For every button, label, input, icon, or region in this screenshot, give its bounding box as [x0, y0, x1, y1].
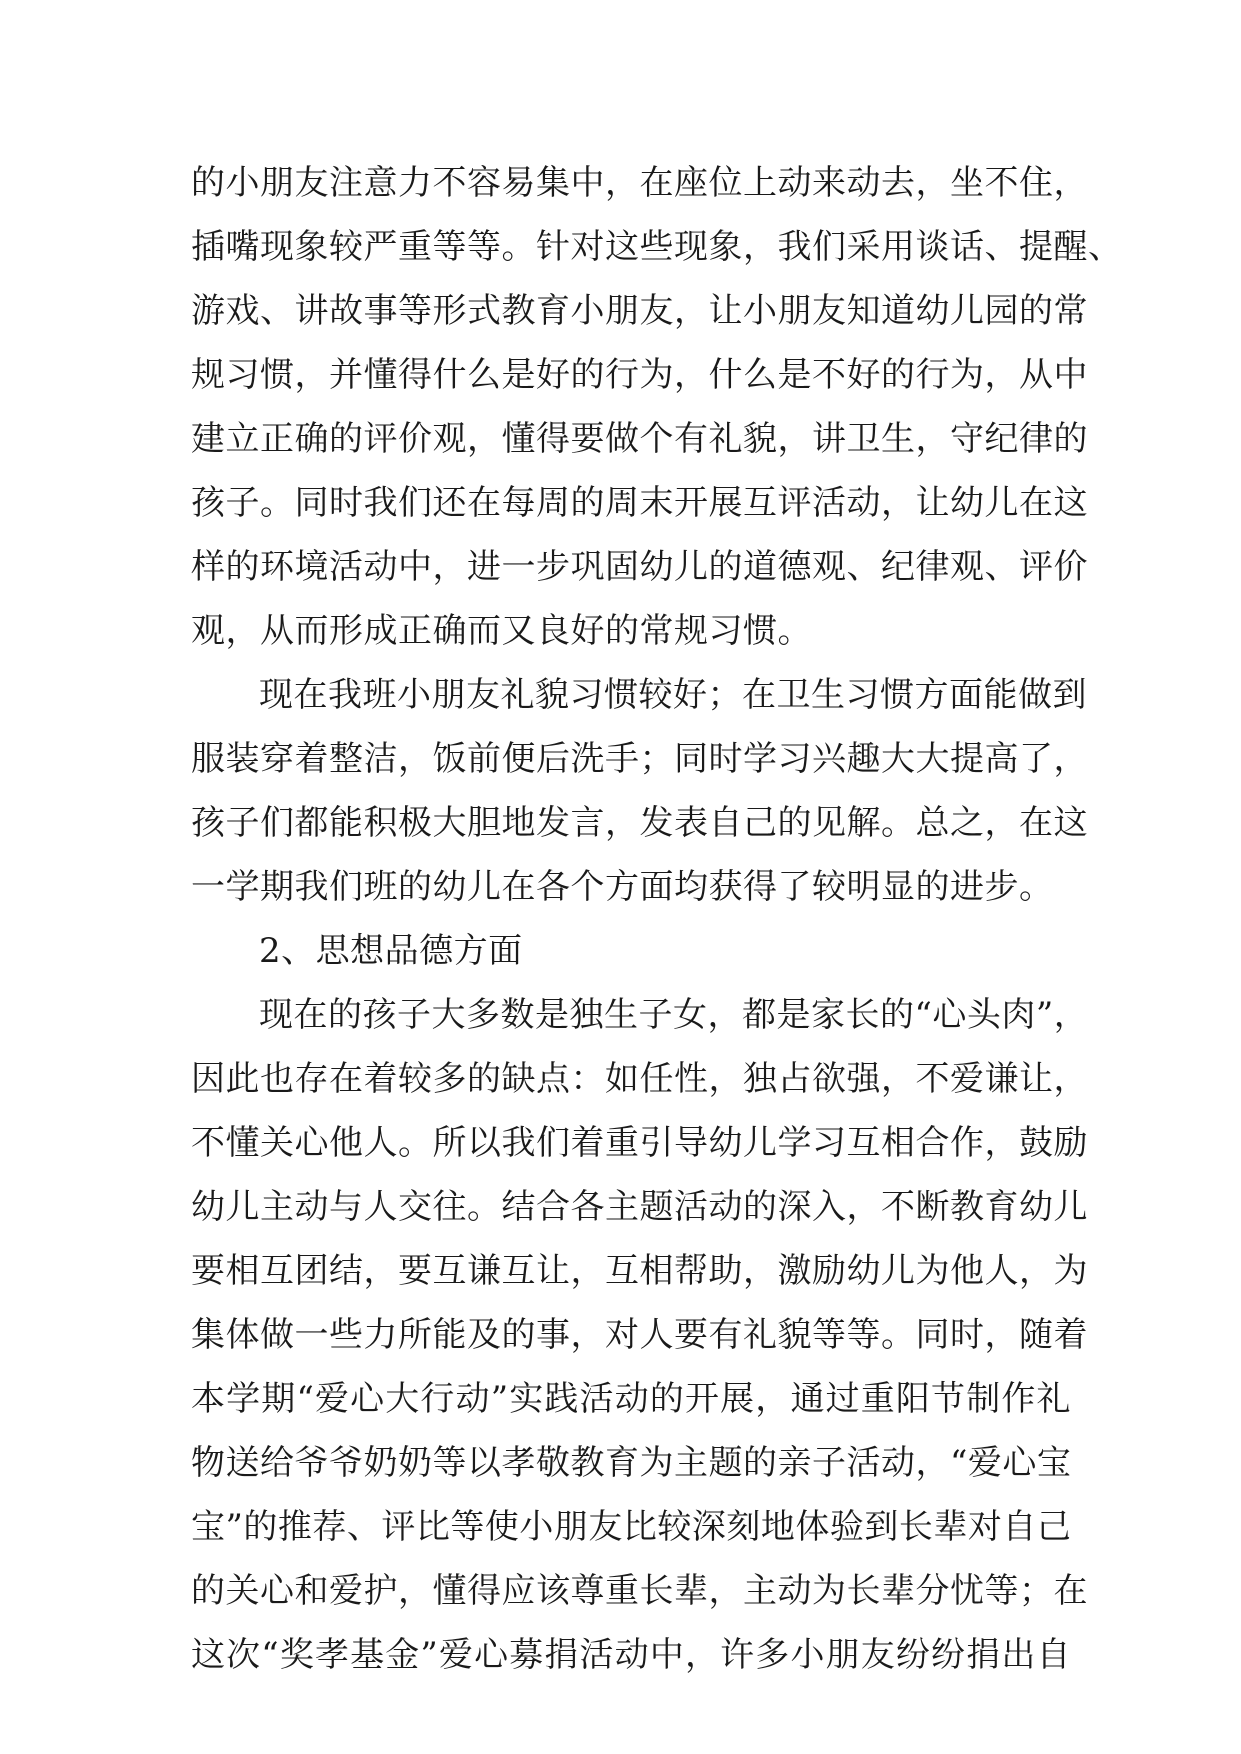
text-line: 不懂关心他人。所以我们着重引导幼儿学习互相合作，鼓励	[191, 1123, 1088, 1163]
text-line: 一学期我们班的幼儿在各个方面均获得了较明显的进步。	[191, 867, 1054, 907]
text-line: 规习惯，并懂得什么是好的行为，什么是不好的行为，从中	[191, 355, 1088, 395]
text-line: 集体做一些力所能及的事，对人要有礼貌等等。同时，随着	[191, 1315, 1088, 1355]
text-line: 宝”的推荐、评比等使小朋友比较深刻地体验到长辈对自己	[191, 1507, 1072, 1547]
text-line: 样的环境活动中，进一步巩固幼儿的道德观、纪律观、评价	[191, 547, 1088, 587]
text-line: 服装穿着整洁，饭前便后洗手；同时学习兴趣大大提高了，	[191, 739, 1088, 779]
text-line: 的小朋友注意力不容易集中，在座位上动来动去，坐不住，	[191, 163, 1088, 203]
text-line: 观，从而形成正确而又良好的常规习惯。	[191, 611, 812, 651]
paragraph-first-line: 现在我班小朋友礼貌习惯较好；在卫生习惯方面能做到	[259, 675, 1087, 715]
text-line: 孩子们都能积极大胆地发言，发表自己的见解。总之，在这	[191, 803, 1088, 843]
text-line: 游戏、讲故事等形式教育小朋友，让小朋友知道幼儿园的常	[191, 291, 1088, 331]
section-heading: 2、思想品德方面	[259, 931, 523, 971]
text-line: 的关心和爱护，懂得应该尊重长辈，主动为长辈分忧等；在	[191, 1571, 1088, 1611]
paragraph-first-line: 现在的孩子大多数是独生子女，都是家长的“心头肉”，	[259, 995, 1089, 1035]
text-line: 这次“奖孝基金”爱心募捐活动中，许多小朋友纷纷捐出自	[191, 1635, 1071, 1675]
text-line: 物送给爷爷奶奶等以孝敬教育为主题的亲子活动，“爱心宝	[191, 1443, 1072, 1483]
text-line: 要相互团结，要互谦互让，互相帮助，激励幼儿为他人，为	[191, 1251, 1088, 1291]
text-line: 建立正确的评价观，懂得要做个有礼貌，讲卫生，守纪律的	[191, 419, 1088, 459]
text-line: 幼儿主动与人交往。结合各主题活动的深入，不断教育幼儿	[191, 1187, 1088, 1227]
text-line: 孩子。同时我们还在每周的周末开展互评活动，让幼儿在这	[191, 483, 1088, 523]
text-line: 插嘴现象较严重等等。针对这些现象，我们采用谈话、提醒、	[191, 227, 1123, 267]
text-line: 本学期“爱心大行动”实践活动的开展，通过重阳节制作礼	[191, 1379, 1071, 1419]
text-line: 因此也存在着较多的缺点：如任性，独占欲强，不爱谦让，	[191, 1059, 1088, 1099]
